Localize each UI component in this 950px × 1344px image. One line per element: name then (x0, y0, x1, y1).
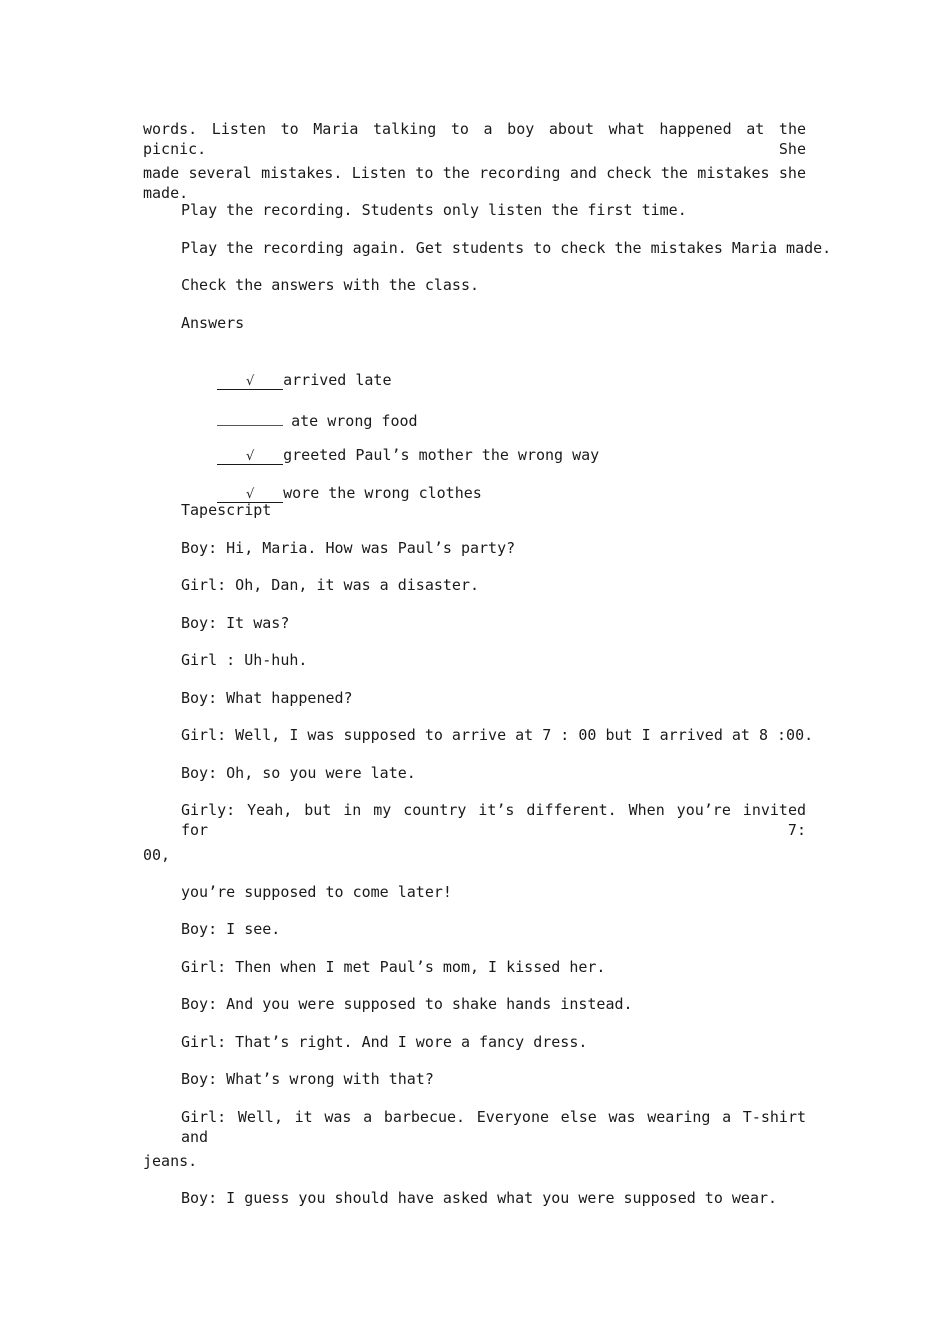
step-2: Play the recording again. Get students to check the mistakes Maria made. (181, 239, 832, 257)
check-mark-icon: √ (245, 374, 255, 389)
tapescript-line: Girl: Oh, Dan, it was a disaster. (181, 576, 480, 594)
intro-line-2: made several mistakes. Listen to the recording and check the mistakes she made. (143, 164, 806, 202)
tapescript-line: Girl : Uh-huh. (181, 651, 308, 669)
check-mark-icon: √ (245, 449, 255, 464)
answer-text: ate wrong food (291, 412, 418, 430)
tapescript-line: Boy: Hi, Maria. How was Paul’s party? (181, 539, 516, 557)
tapescript-line: Boy: What happened? (181, 689, 353, 707)
answer-text: wore the wrong clothes (283, 484, 482, 502)
tapescript-line: Girl: Then when I met Paul’s mom, I kissed her. (181, 958, 606, 976)
tapescript-line: Boy: And you were supposed to shake hands instead. (181, 995, 633, 1013)
tapescript-line: Girl: Well, it was a barbecue. Everyone else was wearing a T-shirt and (181, 1108, 806, 1146)
tapescript-line: Boy: Oh, so you were late. (181, 764, 416, 782)
check-mark-icon: √ (245, 487, 255, 502)
tapescript-line: Boy: What’s wrong with that? (181, 1070, 434, 1088)
answers-heading: Answers (181, 314, 245, 332)
tapescript-line-continuation: jeans. (143, 1152, 198, 1170)
tapescript-line: Girl: That’s right. And I wore a fancy dress. (181, 1033, 588, 1051)
tapescript-line: Boy: It was? (181, 614, 290, 632)
tapescript-heading: Tapescript (181, 501, 272, 519)
tapescript-line: Boy: I see. (181, 920, 281, 938)
step-1: Play the recording. Students only listen the first time. (181, 201, 687, 219)
tapescript-line: Girl: Well, I was supposed to arrive at 7 : 00 but I arrived at 8 :00. (181, 726, 814, 744)
intro-line-1: words. Listen to Maria talking to a boy about what happened at the picnic. She (143, 120, 806, 158)
answer-text: arrived late (283, 371, 392, 389)
answer-text: greeted Paul’s mother the wrong way (283, 446, 600, 464)
tapescript-line: Girly: Yeah, but in my country it’s different. When you’re invited for 7: (181, 801, 806, 839)
tapescript-line-continuation: 00, (143, 846, 171, 864)
step-3: Check the answers with the class. (181, 276, 480, 294)
answer-blank (217, 408, 283, 426)
tapescript-line: Boy: I guess you should have asked what you were supposed to wear. (181, 1189, 778, 1207)
tapescript-line: you’re supposed to come later! (181, 883, 452, 901)
